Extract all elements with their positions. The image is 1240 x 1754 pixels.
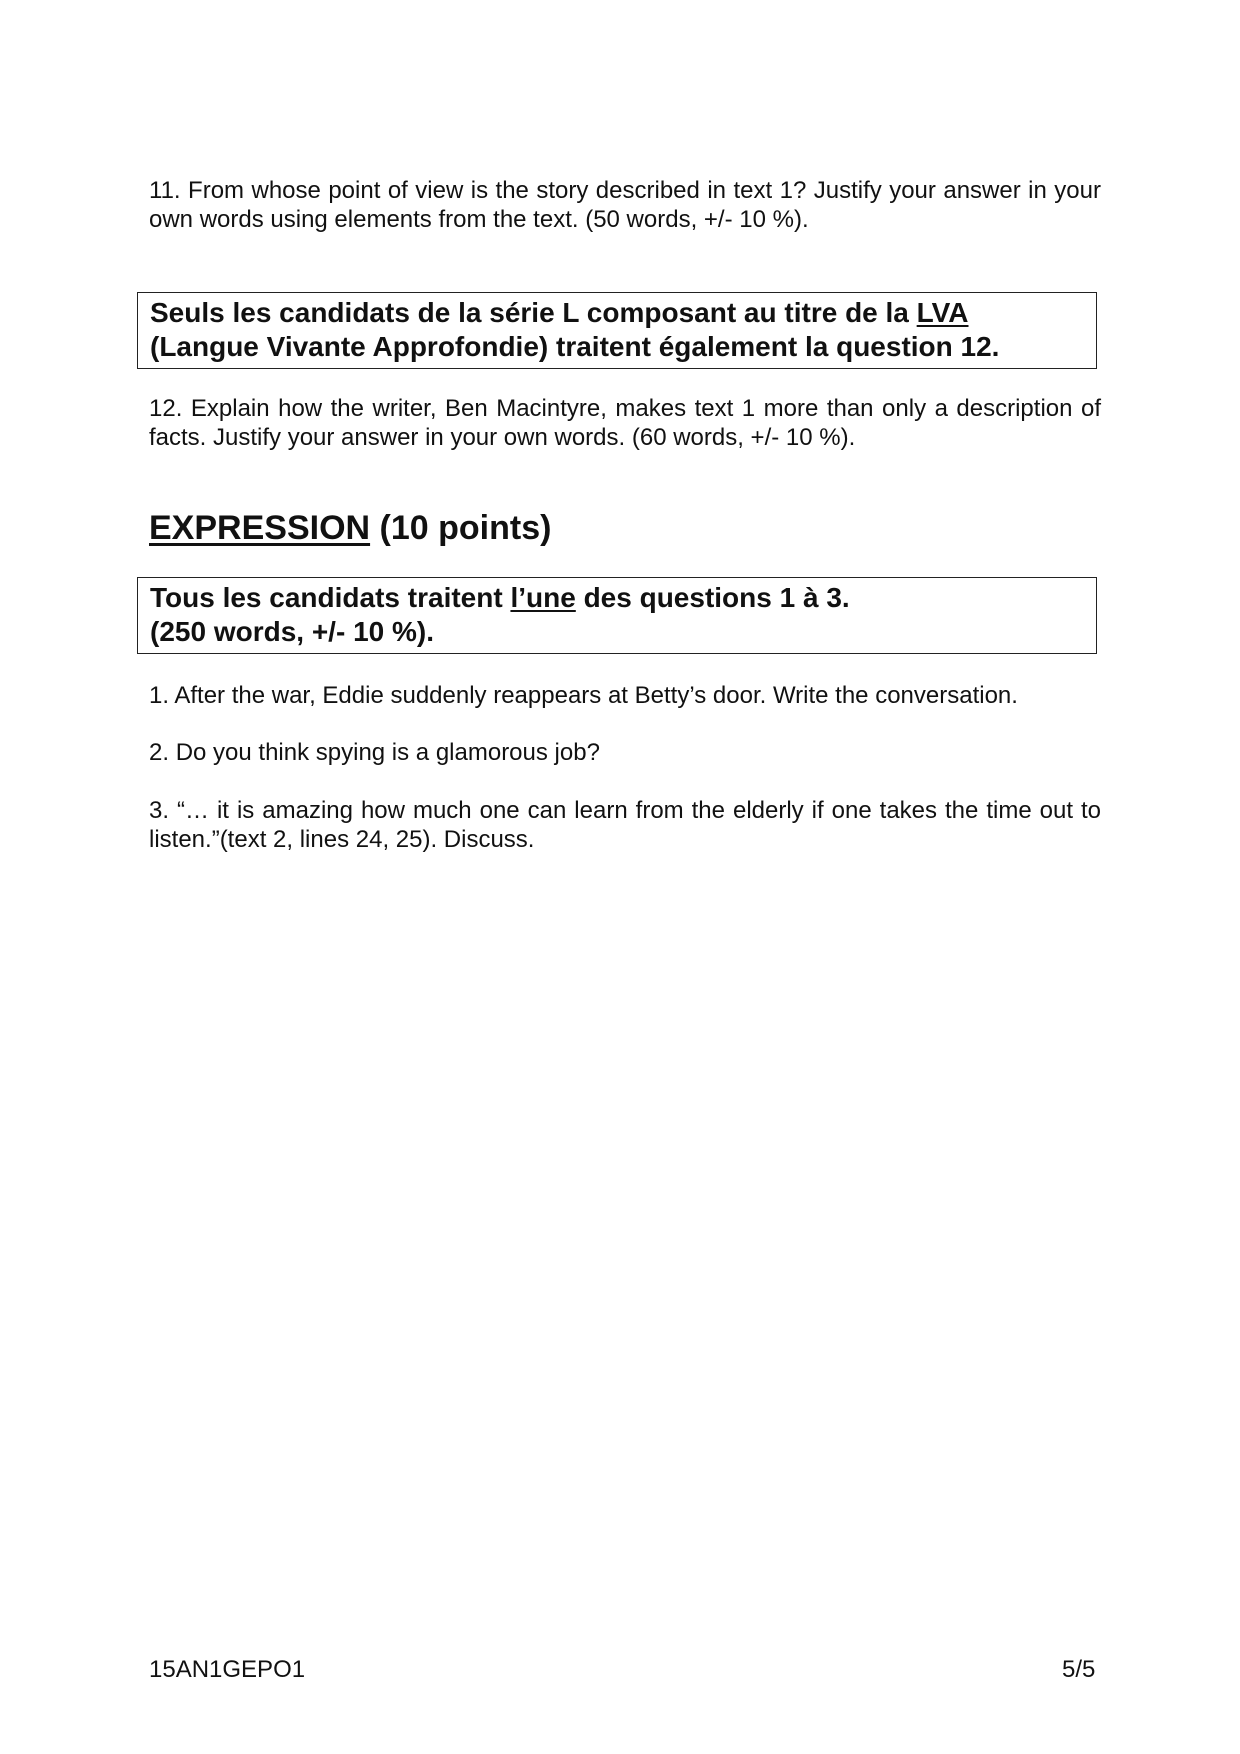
question-11 <box>149 176 1101 234</box>
expression-instruction-prefix: Tous les candidats traitent <box>150 582 511 613</box>
expression-title: EXPRESSION <box>149 509 371 547</box>
expression-instruction-suffix: des questions 1 à 3. <box>575 582 850 613</box>
lva-instruction-prefix: Seuls les candidats de la série L composant au titre de la <box>150 297 917 328</box>
footer-page-number: 5/5 <box>1062 1656 1096 1683</box>
question-12-text: Explain how the writer, Ben Macintyre, makes text 1 more than only a description of facts. Justify your answer in your own words. (60 words, +/- 10 %). <box>149 395 1101 451</box>
expression-instruction-box <box>137 577 1097 654</box>
expression-question-1-text: After the war, Eddie suddenly reappears at Betty’s door. Write the conversation. <box>174 682 1018 709</box>
expression-question-3-text: “… it is amazing how much one can learn from the elderly if one takes the time out to listen.”(text 2, lines 24, 25). Discuss. <box>149 797 1101 853</box>
lva-instruction-line2: (Langue Vivante Approfondie) traitent également la question 12. <box>150 331 1000 362</box>
question-11-text: From whose point of view is the story described in text 1? Justify your answer in your own words using elements from the text. (50 words, +/- 10 %). <box>149 177 1101 233</box>
lva-instruction-line1 <box>150 296 1086 330</box>
question-12 <box>149 394 1101 452</box>
footer-exam-code: 15AN1GEPO1 <box>149 1656 306 1683</box>
expression-question-2-number: 2. <box>149 739 170 766</box>
expression-underlined: l’une <box>510 582 576 613</box>
question-11-number: 11. <box>149 177 181 204</box>
lva-underlined: LVA <box>916 297 969 328</box>
expression-question-3 <box>149 796 1101 854</box>
expression-question-2 <box>149 738 1101 767</box>
lva-instruction-box <box>137 292 1097 369</box>
expression-heading <box>149 507 551 549</box>
expression-points: (10 points) <box>379 509 552 547</box>
expression-question-2-text: Do you think spying is a glamorous job? <box>175 739 600 766</box>
expression-instruction-line2: (250 words, +/- 10 %). <box>150 616 434 647</box>
expression-question-1-number: 1. <box>149 682 170 709</box>
expression-question-3-number: 3. <box>149 797 170 824</box>
question-12-number: 12. <box>149 395 183 422</box>
expression-instruction-line1 <box>150 581 1086 615</box>
expression-question-1 <box>149 681 1101 710</box>
